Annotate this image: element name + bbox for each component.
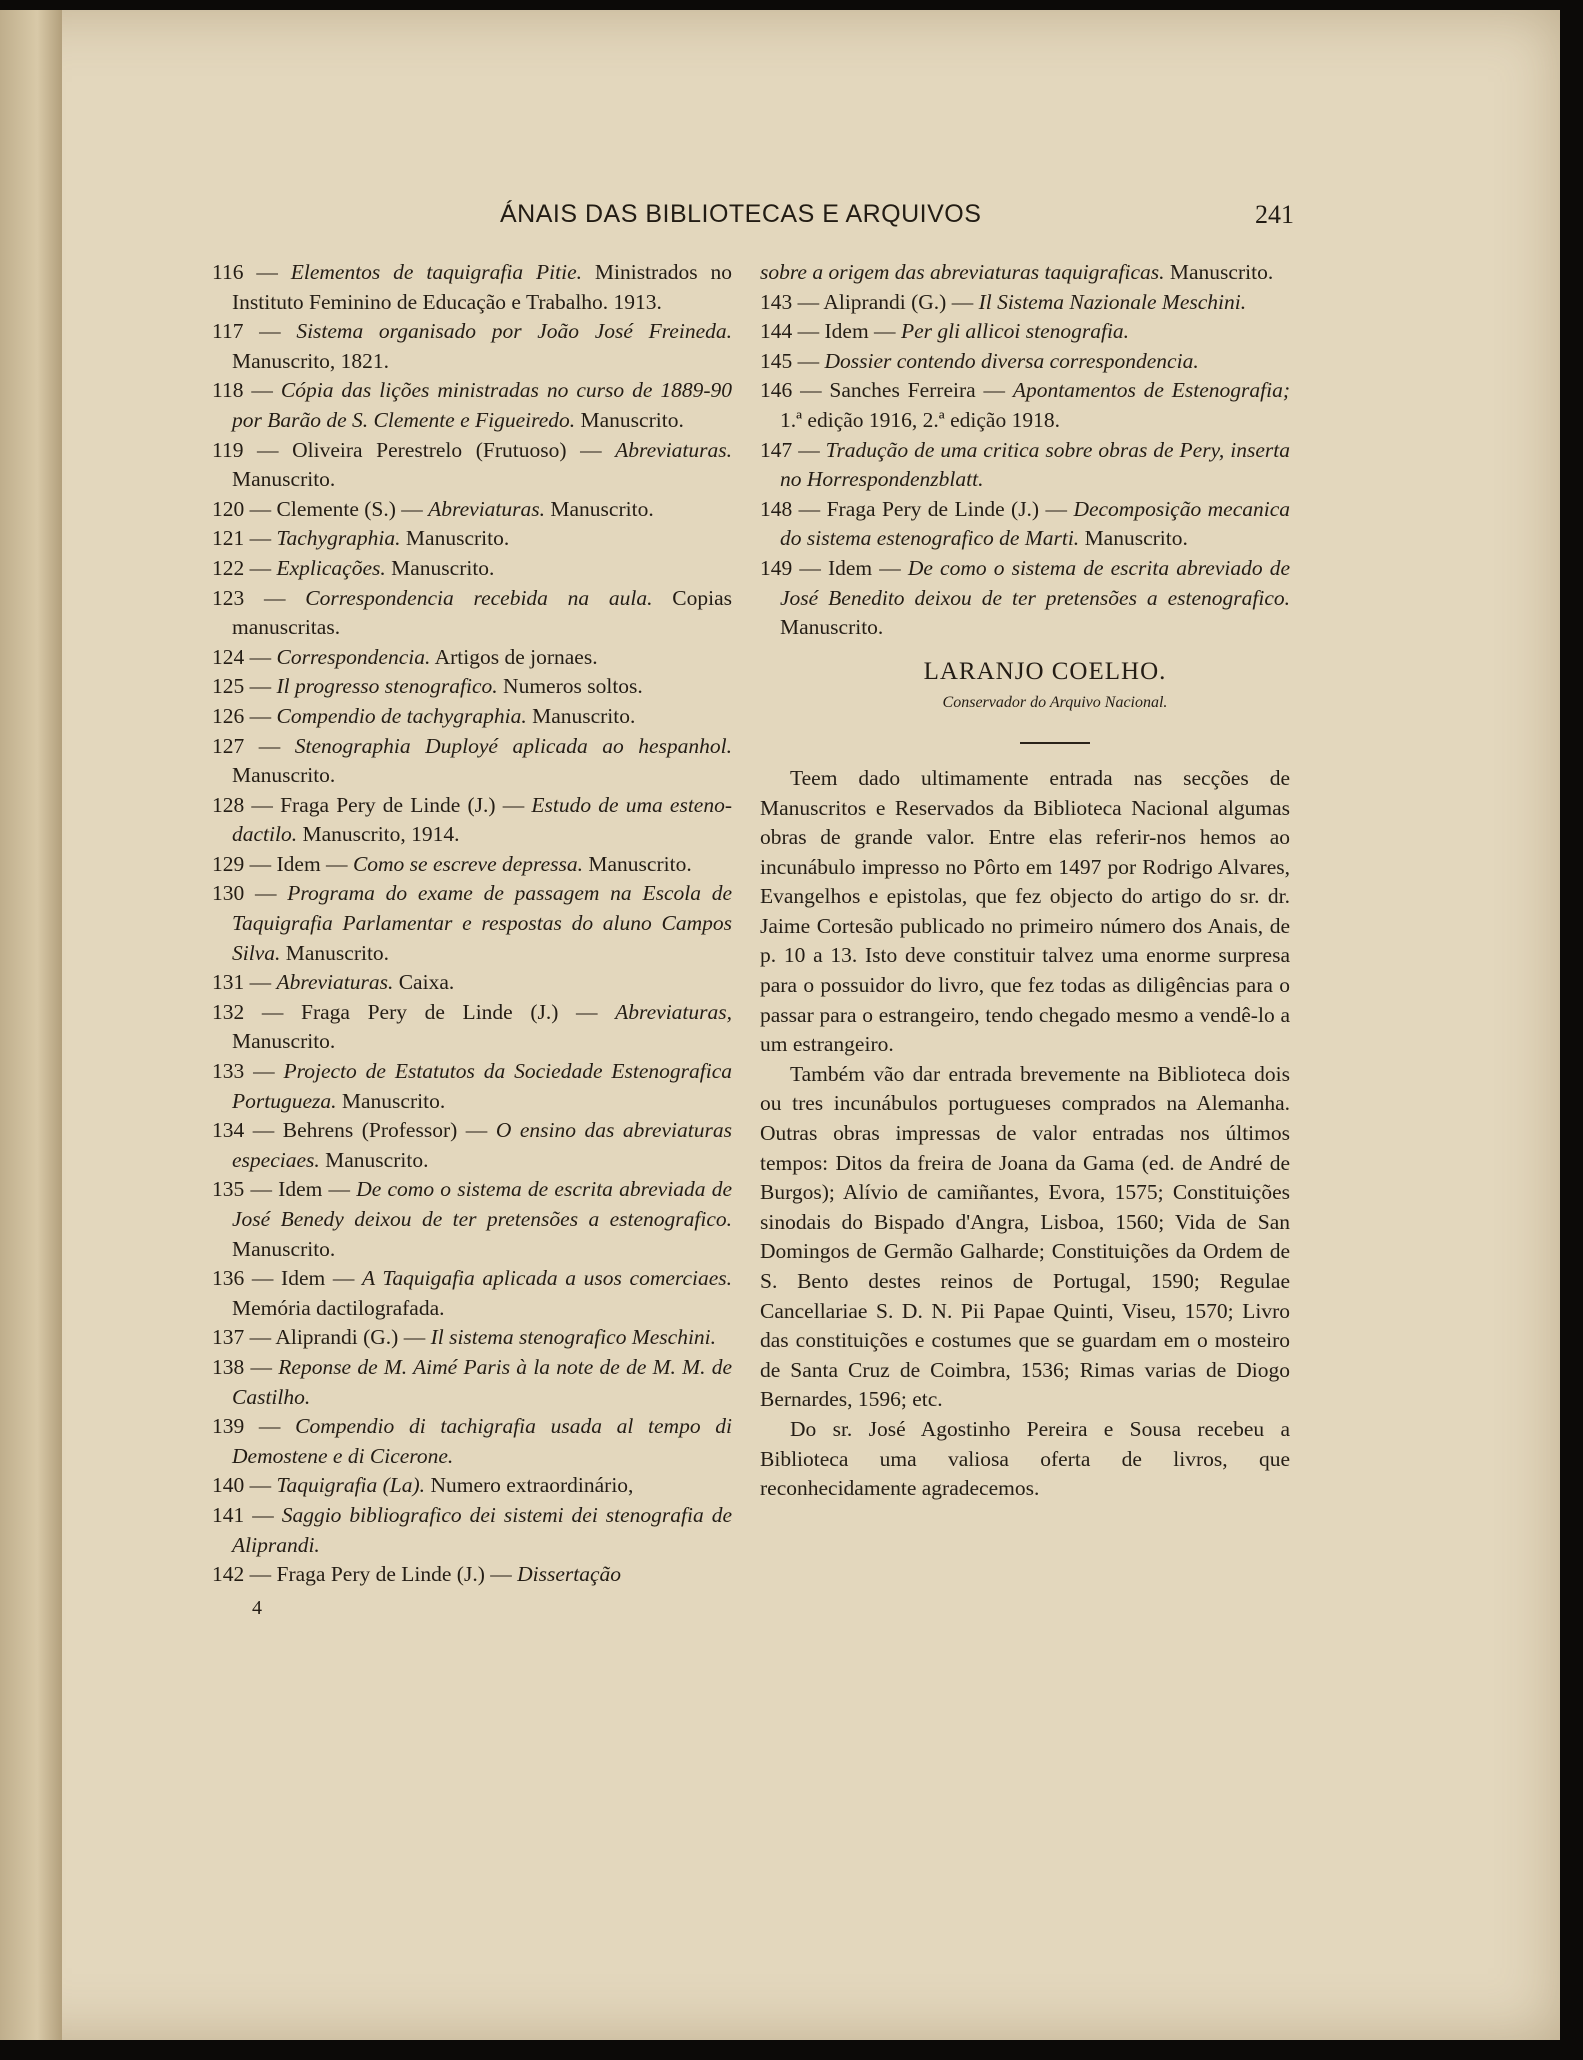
entry-title: De como o sistema de escrita abreviada de José Benedy deixou de ter pretensões a estenografico. [232, 1177, 732, 1231]
entry-note: Copias manuscritas. [232, 585, 732, 640]
entry-note: Numeros soltos. [503, 674, 643, 699]
bibliography-entry [760, 258, 1290, 288]
entry-title: Per gli allicoi stenografia. [900, 319, 1130, 344]
entry-title: De como o sistema de escrita abreviado de José Benedito deixou de ter pretensões a estenografico. [780, 555, 1290, 610]
entry-title: sobre a origem das abreviaturas taquigraficas. [760, 260, 1165, 284]
entry-number: 142 [212, 1562, 245, 1587]
entry-note: Manuscrito. [588, 851, 692, 876]
entry-note: Manuscrito. [232, 763, 336, 788]
bibliography-entry: 117 — Sistema organisado por João José Freineda. Manuscrito, 1821. [212, 319, 732, 373]
entry-note: Manuscrito. [532, 703, 636, 728]
entry-note: Memória dactilografada. [232, 1295, 445, 1320]
entry-number: 146 [760, 378, 793, 403]
entry-note: Manuscrito. [580, 407, 684, 432]
entry-number: 123 [212, 585, 245, 610]
bibliography-entry: 142 — Fraga Pery de Linde (J.) — Dissertação [212, 1562, 622, 1587]
entry-title: Compendio de tachygraphia. [276, 703, 527, 728]
entry-title: Explicações. [276, 555, 386, 580]
entry-number: 127 [212, 733, 245, 758]
entry-title: Projecto de Estatutos da Sociedade Estenografica Portugueza. [232, 1059, 733, 1113]
entry-number: 116 [212, 260, 244, 284]
bibliography-entry: 127 — Stenographia Duployé aplicada ao hespanhol. Manuscrito. [212, 733, 732, 788]
entry-number: 149 [760, 555, 793, 580]
bibliography-entry: 144 — Idem — Per gli allicoi stenografia. [760, 319, 1130, 344]
entry-title: Como se escreve depressa. [352, 851, 584, 876]
running-header [0, 188, 1560, 238]
entry-title: Stenographia Duployé aplicada ao hespanhol. [294, 733, 732, 758]
entry-note: Manuscrito. [780, 615, 884, 640]
entry-note: Caixa. [398, 970, 455, 995]
entry-note: Manuscrito. [325, 1147, 429, 1172]
entry-number: 133 [212, 1059, 245, 1084]
bibliography-entry: 132 — Fraga Pery de Linde (J.) — Abreviaturas, Manuscrito. [212, 999, 733, 1054]
bibliography-entry: 134 — Behrens (Professor) — O ensino das abreviaturas especiaes. Manuscrito. [212, 1118, 732, 1172]
entry-author: Oliveira Perestrelo (Frutuoso) — [292, 437, 602, 462]
entry-title: Il sistema stenografico Meschini. [430, 1325, 717, 1350]
entry-number: 144 [760, 319, 793, 344]
entry-number: 119 [212, 437, 244, 462]
bibliography-entry: 119 — Oliveira Perestrelo (Frutuoso) — Abreviaturas. Manuscrito. [212, 437, 733, 492]
entry-title: Abreviaturas, [615, 999, 733, 1024]
bibliography-entry: 125 — Il progresso stenografico. Numeros soltos. [212, 674, 643, 699]
entry-number: 148 [760, 496, 793, 521]
entry-title: O ensino das abreviaturas especiaes. [232, 1118, 732, 1172]
entry-title: Estudo de uma esteno-dactilo. [232, 792, 733, 847]
entry-number: 117 [212, 319, 244, 344]
entry-number: 145 [760, 348, 793, 373]
entry-number: 132 [212, 999, 245, 1024]
running-title: ÁNAIS DAS BIBLIOTECAS E ARQUIVOS [500, 200, 982, 228]
bibliography-entry: 130 — Programa do exame de passagem na Escola de Taquigrafia Parlamentar e respostas do aluno Campos Silva. Manuscrito. [212, 881, 733, 965]
entry-author: Behrens (Professor) — [282, 1118, 488, 1143]
bibliography-entry: 140 — Taquigrafia (La). Numero extraordinário, [212, 1473, 634, 1498]
entry-number: 124 [212, 644, 245, 669]
bibliography-entry: 137 — Aliprandi (G.) — Il sistema stenografico Meschini. [212, 1325, 717, 1350]
entry-number: 147 [760, 437, 793, 462]
entry-number: 138 [212, 1354, 245, 1379]
entry-title: Il progresso stenografico. [276, 674, 498, 699]
entry-title: Taquigrafia (La). [276, 1473, 426, 1498]
bibliography-entry: 136 — Idem — A Taquigafia aplicada a usos comerciaes. Memória dactilografada. [212, 1266, 733, 1320]
bibliography-entry: 123 — Correspondencia recebida na aula. Copias manuscritas. [212, 585, 732, 640]
entry-number: 139 [212, 1414, 245, 1439]
entry-title: Sistema organisado por João José Freineda. [296, 319, 732, 344]
entry-number: 137 [212, 1325, 245, 1350]
entry-title: Correspondencia. [276, 644, 431, 669]
entry-number: 129 [212, 851, 245, 876]
bibliography-entry: 124 — Correspondencia. Artigos de jornaes. [212, 644, 598, 669]
bibliography-entry: 118 — Cópia das lições ministradas no curso de 1889-90 por Barão de S. Clemente e Figueiredo. Manuscrito. [212, 378, 733, 432]
entry-note: Numero extraordinário, [430, 1473, 634, 1498]
bibliography-entry: 149 — Idem — De como o sistema de escrita abreviado de José Benedito deixou de ter pretensões a estenografico. Manuscrito. [760, 555, 1290, 640]
entry-number: 143 [760, 289, 793, 314]
entry-note: Manuscrito. [285, 940, 390, 965]
entry-author: Idem — [824, 319, 896, 344]
entry-number: 140 [212, 1473, 245, 1498]
bibliography-entry: 120 — Clemente (S.) — Abreviaturas. Manuscrito. [212, 496, 654, 521]
entry-note: 1.ª edição 1916, 2.ª edição 1918. [780, 407, 1060, 432]
entry-author: Fraga Pery de Linde (J.) — [301, 999, 598, 1024]
bibliography-entry: 138 — Reponse de M. Aimé Paris à la note de de M. M. de Castilho. [212, 1354, 733, 1409]
bibliography-entry: 128 — Fraga Pery de Linde (J.) — Estudo de uma esteno-dactilo. Manuscrito, 1914. [212, 792, 733, 847]
bibliography-entry: 122 — Explicações. Manuscrito. [212, 555, 495, 580]
entry-author: Sanches Ferreira — [829, 378, 1005, 403]
entry-author: Idem — [281, 1266, 355, 1291]
entry-note: Manuscrito. [232, 467, 336, 492]
entry-number: 141 [212, 1502, 245, 1527]
entry-title: Apontamentos de Estenografia; [1012, 378, 1290, 403]
entry-author: Fraga Pery de Linde (J.) — [826, 496, 1068, 521]
entry-title: Elementos de taquigrafia Pitie. [290, 260, 582, 284]
entry-title: Abreviaturas. [276, 970, 394, 995]
entry-title: Il Sistema Nazionale Meschini. [978, 289, 1247, 314]
bibliography-entry: 121 — Tachygraphia. Manuscrito. [212, 526, 510, 551]
entry-note: Manuscrito. [341, 1088, 446, 1113]
author-role: Conservador do Arquivo Nacional. [942, 694, 1168, 712]
entry-note: Manuscrito, 1821. [232, 348, 390, 373]
bibliography-entry: 133 — Projecto de Estatutos da Sociedade Estenografica Portugueza. Manuscrito. [212, 1059, 733, 1113]
entry-note: Manuscrito. [1169, 260, 1274, 284]
body-paragraph: Teem dado ultimamente entrada nas secções de Manuscritos e Reservados da Biblioteca Nacional algumas obras de grande valor. Entre elas referir-nos hemos ao incunábulo impresso no Pôrto em 1497 por Rodrigo Alvares, Evangelhos e epistolas, que fez objecto do artigo do sr. dr. Jaime Cortesão publicado no primeiro número dos Anais, de p. 10 a 13. Isto deve constituir talvez uma enorme surpresa para o possuidor do livro, que fez todas as diligências para o passar para o estrangeiro, tendo chegado mesmo a vendê-lo a um estrangeiro. [760, 765, 1290, 1057]
bibliography-entry: 129 — Idem — Como se escreve depressa. Manuscrito. [212, 851, 692, 876]
bibliography-entry: 141 — Saggio bibliografico dei sistemi dei stenografia de Aliprandi. [212, 1502, 732, 1557]
entry-number: 126 [212, 703, 245, 728]
right-column [760, 258, 1290, 1504]
entry-author: Aliprandi (G.) — [275, 1325, 426, 1350]
entry-author: Idem — [278, 1177, 351, 1202]
entry-author: Aliprandi (G.) — [823, 289, 974, 314]
body-paragraph: Do sr. José Agostinho Pereira e Sousa recebeu a Biblioteca uma valiosa oferta de livros, que reconhecidamente agradecemos. [760, 1416, 1290, 1501]
entry-title: Reponse de M. Aimé Paris à la note de de M. M. de Castilho. [232, 1354, 733, 1409]
page-number: 241 [1255, 200, 1294, 229]
left-column [212, 258, 732, 1623]
bibliography-entry: 131 — Abreviaturas. Caixa. [212, 970, 455, 995]
entry-author: Idem — [827, 555, 901, 580]
entry-number: 131 [212, 970, 245, 995]
entry-note: Manuscrito. [391, 555, 495, 580]
entry-title: Cópia das lições ministradas no curso de 1889-90 por Barão de S. Clemente e Figueiredo. [232, 378, 733, 432]
entry-title: Dissertação [517, 1562, 622, 1587]
bibliography-entry: 147 — Tradução de uma critica sobre obras de Pery, inserta no Horrespondenzblatt. [760, 437, 1290, 492]
entry-author: Fraga Pery de Linde (J.) — [276, 1562, 512, 1587]
entry-number: 118 [212, 378, 244, 403]
entry-title: Compendio di tachigrafia usada al tempo di Demostene e di Cicerone. [232, 1414, 732, 1468]
entry-title: Decomposição mecanica do sistema estenografico de Marti. [780, 496, 1291, 551]
entry-note: Artigos de jornaes. [434, 644, 598, 669]
entry-number: 122 [212, 555, 245, 580]
entry-number: 128 [212, 792, 245, 817]
bibliography-entry: 146 — Sanches Ferreira — Apontamentos de Estenografia; 1.ª edição 1916, 2.ª edição 1918. [760, 378, 1290, 432]
entry-title: A Taquigafia aplicada a usos comerciaes. [361, 1266, 733, 1291]
entry-author: Fraga Pery de Linde (J.) — [280, 792, 525, 817]
entry-note: Manuscrito. [550, 496, 654, 521]
section-divider [1020, 742, 1090, 744]
bibliography-entry: 148 — Fraga Pery de Linde (J.) — Decomposição mecanica do sistema estenografico de Marti. Manuscrito. [760, 496, 1291, 551]
bibliography-entry: 143 — Aliprandi (G.) — Il Sistema Nazionale Meschini. [760, 289, 1247, 314]
body-paragraph: Também vão dar entrada brevemente na Biblioteca dois ou tres incunábulos portugueses comprados na Alemanha. Outras obras impressas de valor entradas nos últimos tempos: Ditos da freira de Joana da Gama (ed. de André de Burgos); Alívio de camiñantes, Evora, 1575; Constituições sinodais do Bispado d'Angra, Lisboa, 1560; Vida de San Domingos de Germão Galharde; Constituições da Ordem de S. Bento destes reinos de Portugal, 1590; Regulae Cancellariae S. D. N. Pii Papae Quinti, Viseu, 1570; Livro das constituições e costumes que se guardam em o mosteiro de Santa Cruz de Coimbra, 1536; Rimas varias de Diogo Bernardes, 1596; etc. [760, 1061, 1290, 1412]
bibliography-entry: 145 — Dossier contendo diversa correspondencia. [760, 348, 1199, 373]
entry-number: 125 [212, 674, 245, 699]
entry-note: Manuscrito. [232, 1236, 336, 1261]
entry-title: Correspondencia recebida na aula. [305, 585, 653, 610]
bibliography-entry: 126 — Compendio de tachygraphia. Manuscrito. [212, 703, 636, 728]
entry-number: 134 [212, 1118, 245, 1143]
entry-note: Manuscrito. [232, 1029, 336, 1054]
entry-title: Saggio bibliografico dei sistemi dei stenografia de Aliprandi. [232, 1502, 732, 1557]
entry-note: Manuscrito, 1914. [302, 822, 460, 847]
bibliography-entry: 139 — Compendio di tachigrafia usada al tempo di Demostene e di Cicerone. [212, 1414, 732, 1468]
entry-title: Programa do exame de passagem na Escola de Taquigrafia Parlamentar e respostas do aluno Campos Silva. [232, 881, 733, 965]
entry-number: 136 [212, 1266, 245, 1291]
entry-title: Tradução de uma critica sobre obras de Pery, inserta no Horrespondenzblatt. [780, 437, 1290, 492]
bibliography-entry: 135 — Idem — De como o sistema de escrita abreviada de José Benedy deixou de ter pretensões a estenografico. Manuscrito. [212, 1177, 732, 1261]
entry-author: Clemente (S.) — [276, 496, 423, 521]
document-page [0, 10, 1560, 2040]
bibliography-entry: 116 — Elementos de taquigrafia Pitie. Ministrados no Instituto Feminino de Educação e Trabalho. 1913. [212, 260, 732, 314]
entry-note: Ministrados no Instituto Feminino de Educação e Trabalho. 1913. [232, 260, 732, 314]
entry-author: Idem — [276, 851, 348, 876]
entry-number: 120 [212, 496, 245, 521]
entry-number: 135 [212, 1177, 245, 1202]
entry-note: Manuscrito. [1084, 526, 1188, 551]
entry-title: Abreviaturas. [615, 437, 733, 462]
entry-title: Abreviaturas. [428, 496, 546, 521]
entry-number: 121 [212, 526, 245, 551]
author-signature: LARANJO COELHO. [923, 657, 1167, 685]
entry-number: 130 [212, 881, 245, 906]
entry-title: Tachygraphia. [276, 526, 401, 551]
entry-note: Manuscrito. [405, 526, 510, 551]
signature-mark: 4 [252, 1596, 262, 1619]
entry-title: Dossier contendo diversa correspondencia. [824, 348, 1199, 373]
binding-edge [0, 10, 62, 2040]
